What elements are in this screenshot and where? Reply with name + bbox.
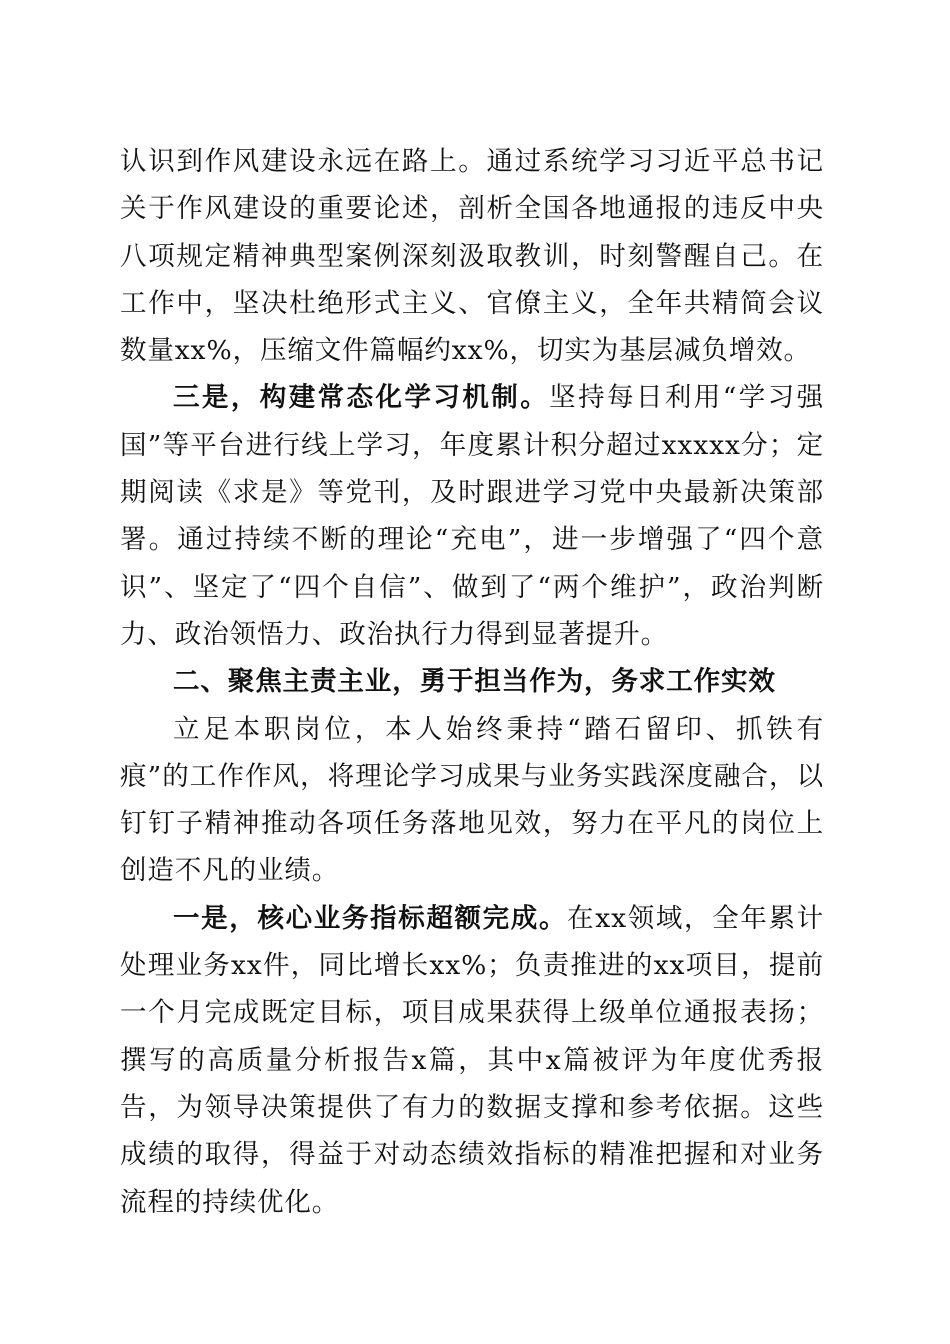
document-body — [120, 138, 824, 1226]
paragraph-study-mechanism — [120, 374, 824, 658]
section-heading: 二、聚焦主责主业，勇于担当作为，务求工作实效 — [173, 666, 776, 698]
paragraph-work-style — [120, 138, 824, 374]
paragraph-text: 在xx领域，全年累计处理业务xx件，同比增长xx%；负责推进的xx项目，提前一个月完成既定目标，项目成果获得上级单位通报表扬；撰写的高质量分析报告x篇，其中x篇被评为年度优秀报告，为领导决策提供了有力的数据支撑和参考依据。这些成绩的取得，得益于对动态绩效指标的精准把握和对业务流程的持续优化。 — [120, 902, 824, 1218]
paragraph-core-business — [120, 895, 824, 1226]
paragraph-text: 坚持每日利用“学习强国”等平台进行线上学习，年度累计积分超过xxxxx分；定期阅读《求是》等党刊，及时跟进学习党中央最新决策部署。通过持续不断的理论“充电”，进一步增强了“四个意识”、坚定了“四个自信”、做到了“两个维护”，政治判断力、政治领悟力、政治执行力得到显著提升。 — [120, 382, 824, 650]
paragraph-lead: 一是，核心业务指标超额完成。 — [173, 902, 568, 934]
paragraph-text: 认识到作风建设永远在路上。通过系统学习习近平总书记关于作风建设的重要论述，剖析全国各地通报的违反中央八项规定精神典型案例深刻汲取教训，时刻警醒自己。在工作中，坚决杜绝形式主义、官僚主义，全年共精简会议数量xx%，压缩文件篇幅约xx%，切实为基层减负增效。 — [120, 146, 824, 367]
paragraph-lead: 三是，构建常态化学习机制。 — [173, 382, 550, 414]
paragraph-section-intro — [120, 706, 824, 895]
paragraph-text: 立足本职岗位，本人始终秉持“踏石留印、抓铁有痕”的工作作风，将理论学习成果与业务实践深度融合，以钉钉子精神推动各项任务落地见效，努力在平凡的岗位上创造不凡的业绩。 — [120, 713, 824, 887]
